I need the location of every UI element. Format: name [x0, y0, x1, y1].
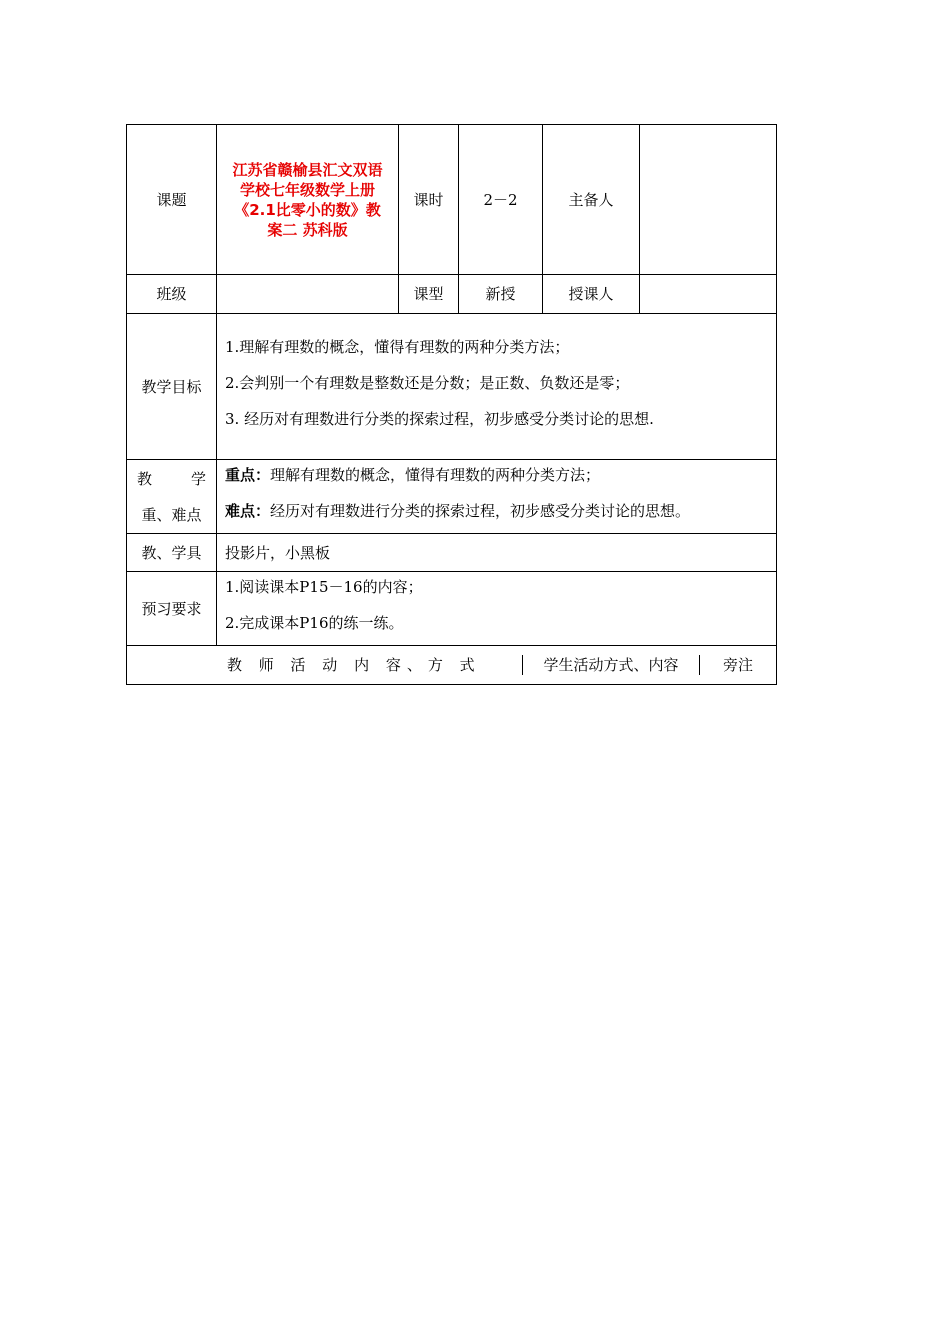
- tools-row: [127, 534, 777, 572]
- preview-row: [127, 572, 777, 646]
- difficult-point-line: [225, 497, 768, 533]
- type-label: 课型: [399, 275, 459, 314]
- tools-value: 投影片，小黑板: [217, 534, 777, 572]
- notes-header: 旁注: [722, 656, 753, 674]
- key-label-top-right: 学: [190, 469, 206, 488]
- key-point-text: 理解有理数的概念，懂得有理数的两种分类方法；: [270, 465, 601, 484]
- objectives-content: [217, 314, 777, 460]
- key-point-line: [225, 461, 768, 497]
- type-value: 新授: [459, 275, 543, 314]
- difficult-point-label: 难点：: [225, 501, 271, 520]
- objectives-label: 教学目标: [127, 314, 217, 460]
- key-points-content: [217, 460, 777, 534]
- period-value: 2－2: [459, 125, 543, 275]
- tools-label: 教、学具: [127, 534, 217, 572]
- preview-content: [217, 572, 777, 646]
- objective-item: 1.理解有理数的概念，懂得有理数的两种分类方法；: [225, 337, 570, 356]
- preview-item: 2.完成课本P16的练一练。: [225, 613, 404, 632]
- objective-item: 3. 经历对有理数进行分类的探索过程，初步感受分类讨论的思想.: [225, 409, 654, 428]
- lesson-plan-table: [126, 124, 777, 685]
- preview-label: 预习要求: [127, 572, 217, 646]
- teacher-activity-header: 教 师 活 动 内 容、方 式: [127, 655, 523, 675]
- key-point-label: 重点：: [225, 465, 271, 484]
- key-label-top-left: 教: [137, 469, 153, 488]
- topic-label: 课题: [127, 125, 217, 275]
- class-row: [127, 275, 777, 314]
- preview-item: 1.阅读课本P15－16的内容；: [225, 577, 423, 596]
- activity-header: [127, 646, 777, 685]
- header-row: [127, 125, 777, 275]
- difficult-point-text: 经历对有理数进行分类的探索过程，初步感受分类讨论的思想。: [270, 501, 691, 520]
- class-value: [217, 275, 399, 314]
- student-activity-header: 学生活动方式、内容: [523, 655, 700, 675]
- objective-item: 2.会判别一个有理数是整数还是分数；是正数、负数还是零；: [225, 373, 630, 392]
- teacher-label: 授课人: [543, 275, 640, 314]
- teacher-value: [640, 275, 777, 314]
- key-label-bottom: 重、难点: [141, 505, 202, 524]
- lesson-title: 江苏省赣榆县汇文双语学校七年级数学上册《2.1比零小的数》教案二 苏科版: [217, 125, 399, 275]
- class-label: 班级: [127, 275, 217, 314]
- key-points-row: [127, 460, 777, 534]
- key-points-label: [127, 460, 217, 534]
- preparer-value: [640, 125, 777, 275]
- period-label: 课时: [399, 125, 459, 275]
- activity-header-row: [127, 646, 777, 685]
- objectives-row: [127, 314, 777, 460]
- preparer-label: 主备人: [543, 125, 640, 275]
